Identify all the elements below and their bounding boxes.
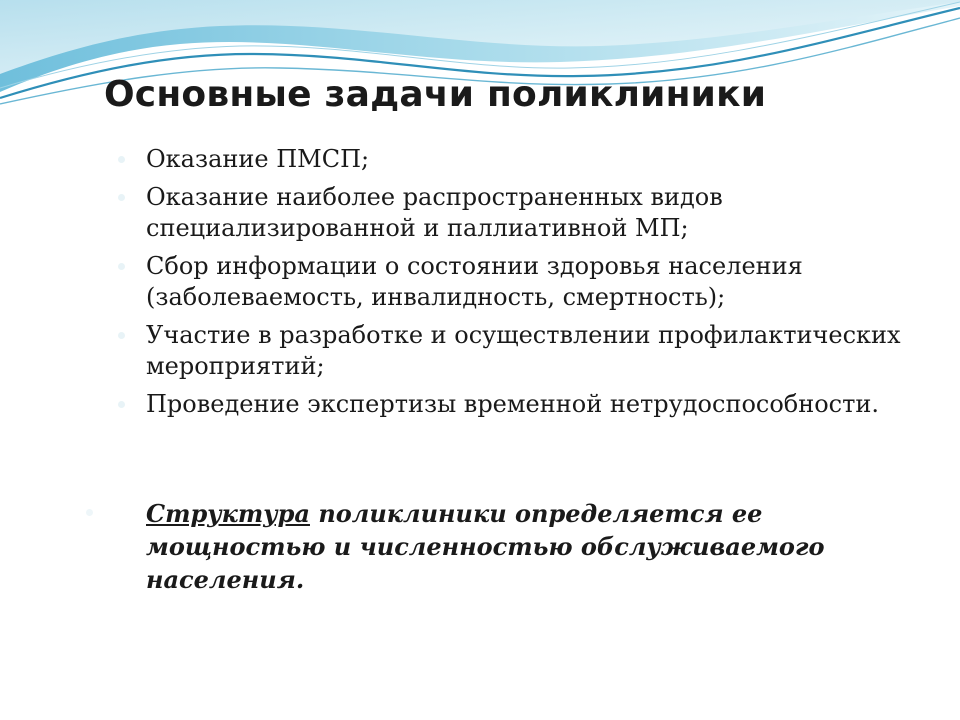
task-item <box>146 182 946 244</box>
task-text: Оказание наиболее распространенных видов специализированной и паллиативной МП; <box>146 183 723 242</box>
task-text: Оказание ПМСП; <box>146 145 370 173</box>
task-item <box>146 389 946 420</box>
slide-title: Основные задачи поликлиники <box>104 74 767 115</box>
task-item <box>146 251 946 313</box>
task-item <box>146 144 946 175</box>
structure-keyword: Структура <box>146 499 310 528</box>
bullet-dot-icon <box>118 194 125 201</box>
structure-text: поликлиники определяется ее мощностью и численностью обслуживаемого населения. <box>146 499 825 594</box>
bullet-dot-icon <box>118 401 125 408</box>
task-item <box>146 320 946 382</box>
bullet-dot-icon <box>118 156 125 163</box>
bullet-dot-icon <box>118 332 125 339</box>
task-text: Проведение экспертизы временной нетрудоспособности. <box>146 390 880 418</box>
task-text: Участие в разработке и осуществлении профилактических мероприятий; <box>146 321 901 380</box>
bullet-dot-icon <box>86 509 93 516</box>
task-list <box>146 144 946 427</box>
bullet-dot-icon <box>118 263 125 270</box>
structure-note <box>146 497 866 596</box>
task-text: Сбор информации о состоянии здоровья населения (заболеваемость, инвалидность, смертность); <box>146 252 803 311</box>
